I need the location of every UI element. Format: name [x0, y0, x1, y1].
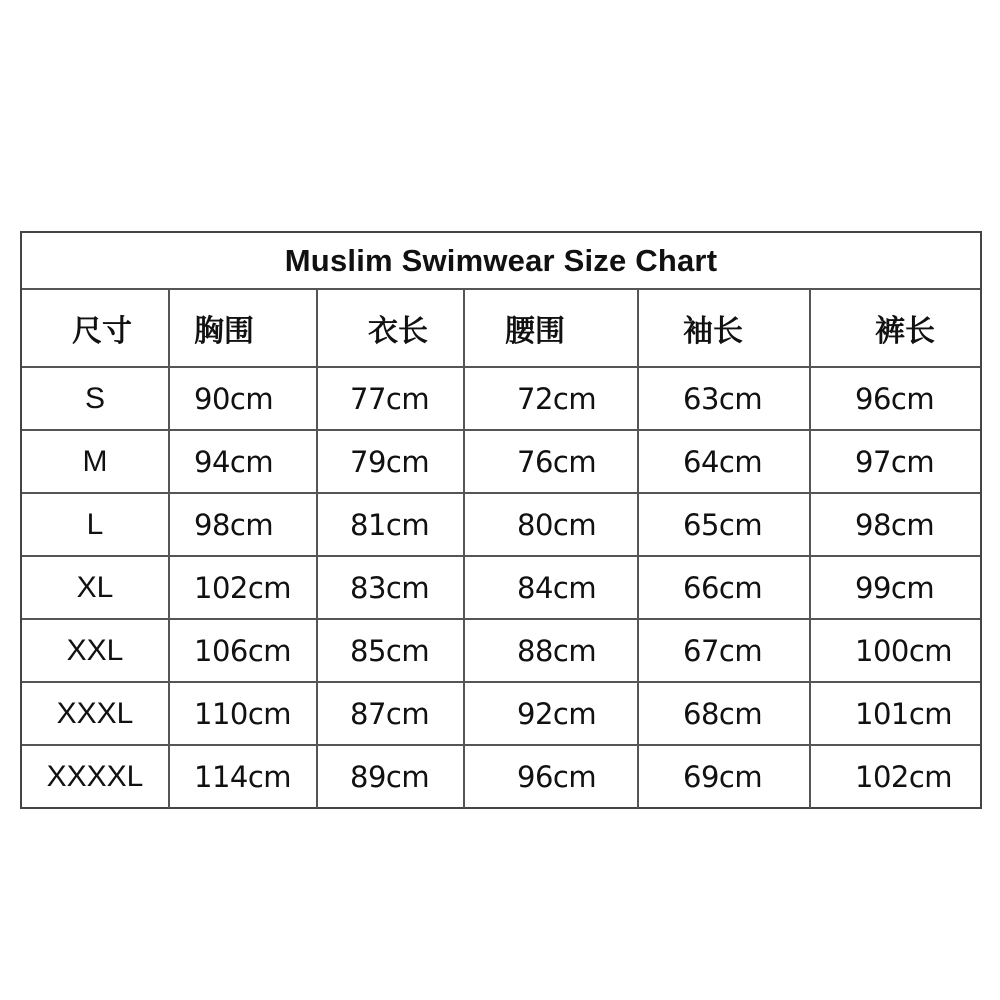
sleeve-cell: 63cm	[638, 367, 810, 430]
pants-cell: 98cm	[810, 493, 980, 556]
waist-cell: 92cm	[464, 682, 638, 745]
size-cell: L	[22, 493, 169, 556]
chest-cell: 106cm	[169, 619, 317, 682]
chest-cell: 98cm	[169, 493, 317, 556]
header-size: 尺寸	[22, 290, 169, 367]
size-cell: XXXL	[22, 682, 169, 745]
table-row	[22, 682, 980, 745]
sleeve-cell: 68cm	[638, 682, 810, 745]
waist-cell: 88cm	[464, 619, 638, 682]
title-row	[22, 233, 980, 290]
table-row	[22, 367, 980, 430]
pants-cell: 101cm	[810, 682, 980, 745]
table-row	[22, 430, 980, 493]
length-cell: 89cm	[317, 745, 464, 808]
waist-cell: 76cm	[464, 430, 638, 493]
sleeve-cell: 66cm	[638, 556, 810, 619]
pants-cell: 97cm	[810, 430, 980, 493]
length-cell: 85cm	[317, 619, 464, 682]
header-length: 衣长	[317, 290, 464, 367]
size-chart	[20, 231, 982, 809]
pants-cell: 99cm	[810, 556, 980, 619]
length-cell: 77cm	[317, 367, 464, 430]
header-row	[22, 290, 980, 367]
chest-cell: 102cm	[169, 556, 317, 619]
size-cell: XXL	[22, 619, 169, 682]
chest-cell: 110cm	[169, 682, 317, 745]
chart-title: Muslim Swimwear Size Chart	[284, 242, 718, 278]
size-table	[22, 290, 980, 808]
chest-cell: 114cm	[169, 745, 317, 808]
header-waist: 腰围	[464, 290, 638, 367]
table-row	[22, 619, 980, 682]
size-cell: M	[22, 430, 169, 493]
waist-cell: 96cm	[464, 745, 638, 808]
size-cell: S	[22, 367, 169, 430]
sleeve-cell: 67cm	[638, 619, 810, 682]
sleeve-cell: 64cm	[638, 430, 810, 493]
header-sleeve: 袖长	[638, 290, 810, 367]
chest-cell: 90cm	[169, 367, 317, 430]
waist-cell: 84cm	[464, 556, 638, 619]
sleeve-cell: 65cm	[638, 493, 810, 556]
length-cell: 81cm	[317, 493, 464, 556]
size-cell: XL	[22, 556, 169, 619]
pants-cell: 96cm	[810, 367, 980, 430]
pants-cell: 102cm	[855, 760, 953, 794]
header-chest: 胸围	[169, 290, 317, 367]
size-cell: XXXXL	[22, 745, 169, 808]
sleeve-cell: 69cm	[638, 745, 810, 808]
table-row	[22, 493, 980, 556]
pants-cell: 100cm	[810, 619, 980, 682]
header-pants: 裤长	[810, 290, 980, 367]
table-row	[22, 556, 980, 619]
length-cell: 79cm	[317, 430, 464, 493]
table-row	[22, 745, 980, 808]
length-cell: 87cm	[317, 682, 464, 745]
waist-cell: 72cm	[464, 367, 638, 430]
length-cell: 83cm	[317, 556, 464, 619]
waist-cell: 80cm	[464, 493, 638, 556]
chest-cell: 94cm	[169, 430, 317, 493]
